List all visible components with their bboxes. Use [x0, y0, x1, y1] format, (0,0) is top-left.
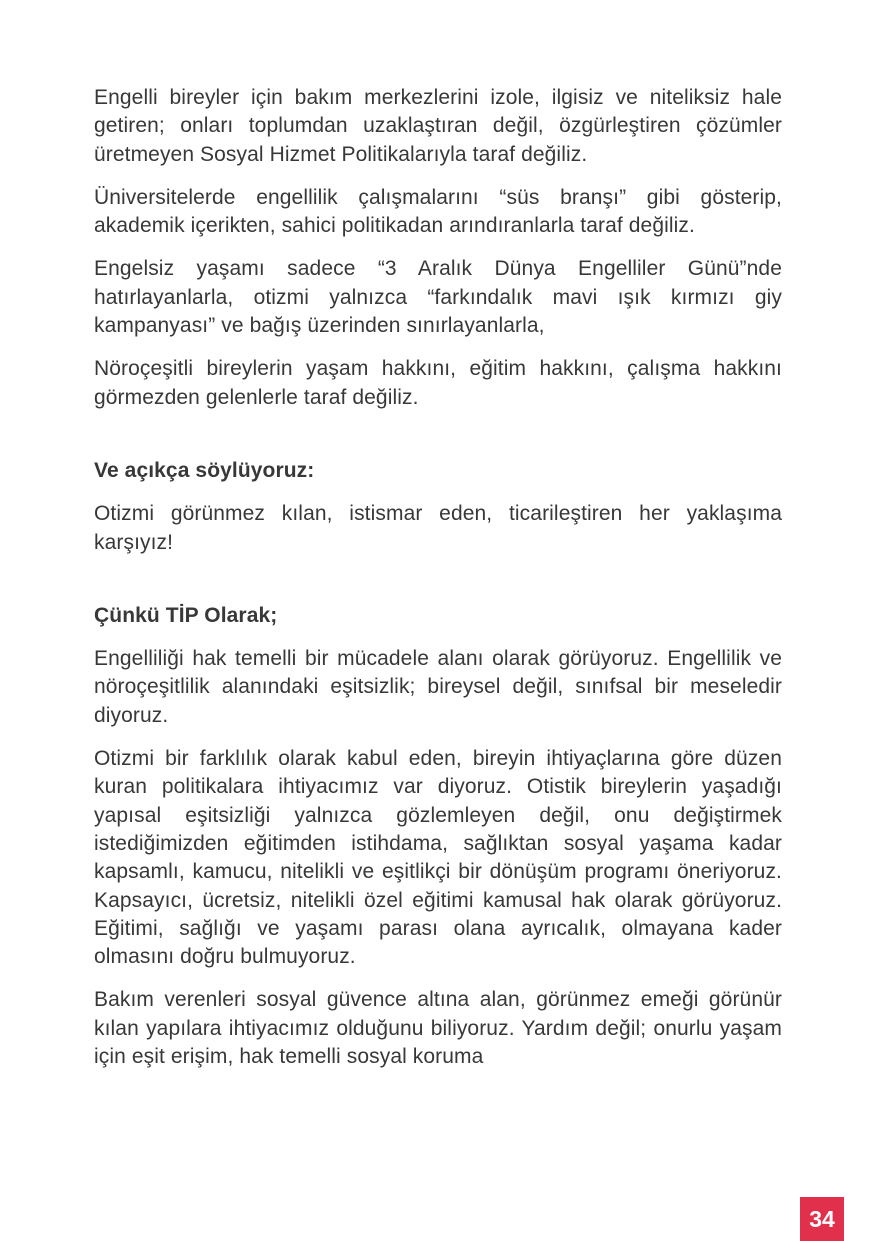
paragraph: Üniversitelerde engellilik çalışmalarını “süs branşı” gibi gösterip, akademik içerikten, sahici politikadan arındıranlarla taraf değiliz. — [94, 185, 782, 238]
paragraph: Engelsiz yaşamı sadece “3 Aralık Dünya Engelliler Günü”nde hatırlayanlarla, otizmi yalnızca “farkındalık mavi ışık kırmızı giy kampanyası” ve bağış üzerinden sınırlayanlarla, — [94, 257, 782, 338]
section-heading: Çünkü TİP Olarak; — [94, 603, 278, 627]
paragraph: Otizmi görünmez kılan, istismar eden, ticarileştiren her yaklaşıma karşıyız! — [94, 502, 782, 554]
paragraph: Otizmi bir farklılık olarak kabul eden, bireyin ihtiyaçlarına göre düzen kuran politikalara ihtiyacımız var diyoruz. Otistik bireylerin yaşadığı yapısal eşitsizliği yalnızca gözlemleyen değil, onu değiştirmek istediğimizden eğitimden istihdama, sağlıktan sosyal yaşama kadar kapsamlı, kamucu, nitelikli ve eşitlikçi bir dönüşüm programı öneriyoruz. Kapsayıcı, ücretsiz, nitelikli özel eğitimi kamusal hak olarak görüyoruz. Eğitimi, sağlığı ve yaşamı parası olana ayrıcalık, olmayana kader olmasını doğru bulmuyoruz. — [94, 747, 782, 969]
section-heading: Ve açıkça söylüyoruz: — [94, 458, 315, 482]
text-block — [94, 84, 782, 1086]
paragraph: Engelliliği hak temelli bir mücadele alanı olarak görüyoruz. Engellilik ve nöroçeşitlilik alanındaki eşitsizlik; bireysel değil, sınıfsal bir meseledir diyoruz. — [94, 647, 782, 727]
paragraph: Bakım verenleri sosyal güvence altına alan, görünmez emeği görünür kılan yapılara ihtiyacımız olduğunu biliyoruz. Yardım değil; onurlu yaşam için eşit erişim, hak temelli sosyal koruma — [94, 988, 782, 1069]
page-number-badge: 34 — [800, 1197, 844, 1241]
paragraph: Engelli bireyler için bakım merkezlerini izole, ilgisiz ve niteliksiz hale getiren; onları toplumdan uzaklaştıran değil, özgürleştiren çözümler üretmeyen Sosyal Hizmet Politikalarıyla taraf değiliz. — [94, 86, 782, 166]
paragraph: Nöroçeşitli bireylerin yaşam hakkını, eğitim hakkını, çalışma hakkını görmezden gelenlerle taraf değiliz. — [94, 357, 782, 409]
